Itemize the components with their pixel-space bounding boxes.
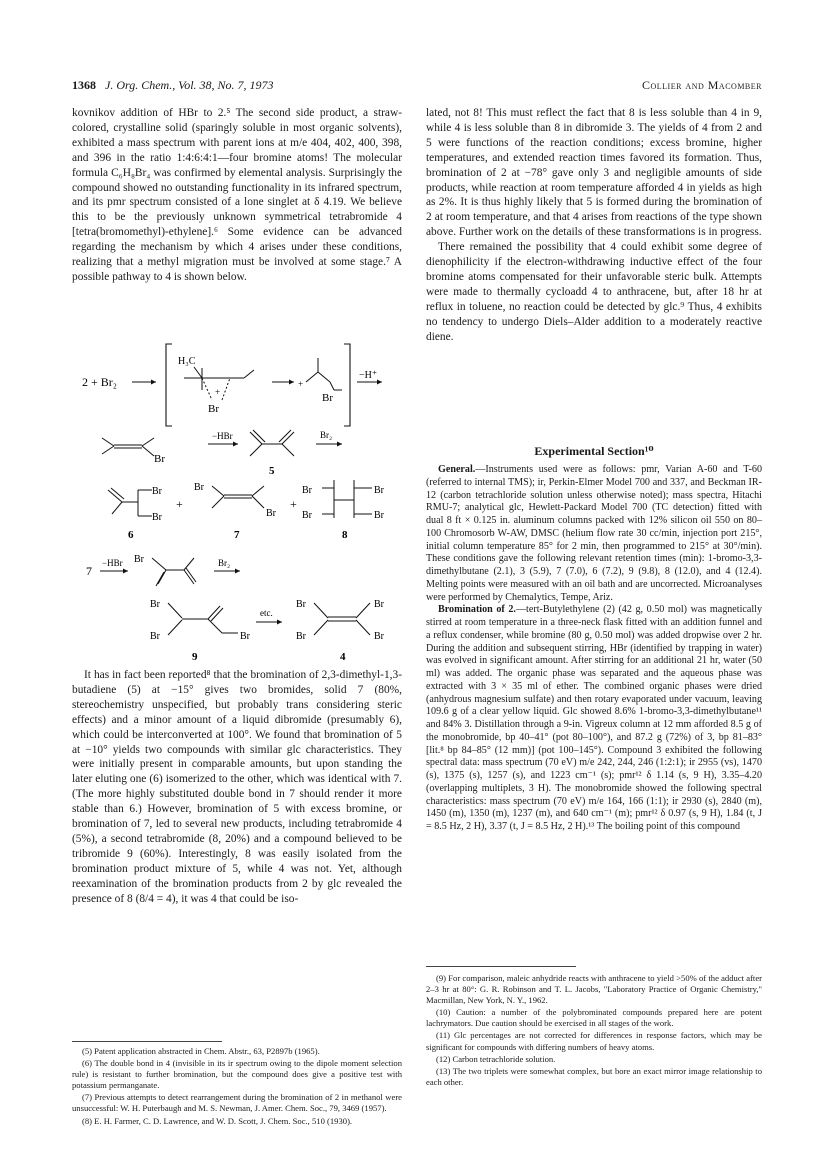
footnote: (5) Patent application abstracted in Chem. Abstr., 63, P2897b (1965). <box>82 1046 320 1056</box>
scheme-reactants: 2 + Br₂ <box>82 375 117 389</box>
right-column-top <box>426 106 762 345</box>
bond <box>202 378 212 400</box>
compound-label-6: 6 <box>128 529 134 541</box>
compound8-br-1: Br <box>302 485 312 496</box>
bond <box>279 430 291 442</box>
footnote: (7) Previous attempts to detect rearrangement during the bromination of 2 in methanol were unsuccessful: W. H. Puterbaugh and M. S. Newman, J. Amer. Chem. Soc., 79, 3469 (1957). <box>72 1092 402 1114</box>
footnote-rule <box>72 1041 222 1042</box>
compound-label-9: 9 <box>192 651 198 663</box>
methyl-label: H₃C <box>178 356 196 367</box>
compound-label-8: 8 <box>342 529 348 541</box>
compound7-br-right: Br <box>266 508 276 519</box>
compound6-br-bottom: Br <box>152 512 162 523</box>
cation-plus: + <box>298 379 304 389</box>
paragraph: It has in fact been reported⁸ that the bromination of 2,3-dimethyl-1,3-butadiene (5) at −15° gives two bromides, solid 7 (80%, stereochemistry unspecified, but probably trans considering steric effects) and a minor amount of a liquid dibromide (presumably 6), which could be interconverted at 100°. We found that bromination of 5 at −10° yields two compounds with similar glc characteristics. They were initially present in comparable amounts, but upon standing the later eluting one (6) isomerized to the other, which was identical with 7. (The more highly substituted double bond in 7 should render it more stable than 6.) However, bromination of 5 with excess bromine, or bromination of 7, led to several new products, including tetrabromide 4 (5%), a second tetrabromide (8, 20%) and a compound believed to be tribromide 9 (60%). Interestingly, 8 was easily isolated from the bromination product mixture of 5, while 4 was not. Yet, although reexamination of the bromination products from 2 by glc revealed the presence of 8 (8/4 = 4), it was 4 that could be iso- <box>72 669 402 905</box>
bond <box>158 570 166 584</box>
charge-plus: + <box>215 387 221 397</box>
loss-hbr-label: −HBr <box>212 431 233 441</box>
footnotes-right <box>426 973 762 1089</box>
bond <box>112 502 122 514</box>
bond <box>314 620 328 635</box>
compound4-br-3: Br <box>374 599 384 610</box>
compound4-br-2: Br <box>296 631 306 642</box>
journal-citation: J. Org. Chem., Vol. 38, No. 7, 1973 <box>105 78 274 92</box>
paragraph: There remained the possibility that 4 could exhibit some degree of dienophilicity if the electron-withdrawing inductive effect of the four bromine atoms compensated for their unfavorable steric bulk. Attempts were made to thermally cycloadd 4 to anthracene, but, after 18 hr at reflux in toluene, no reaction could be detected by glc.⁹ Thus, 4 exhibits no tendency to undergo Diels–Alder addition to a moderately reactive diene. <box>426 241 762 343</box>
bond <box>156 572 164 586</box>
left-column-top <box>72 106 402 285</box>
br2-label-2: Br₂ <box>218 558 231 568</box>
compound7-br-left: Br <box>194 482 204 493</box>
left-bracket <box>166 344 172 426</box>
compound8-br-2: Br <box>302 510 312 521</box>
bond <box>208 619 222 633</box>
paragraph-text: —tert-Butylethylene (2) (42 g, 0.50 mol) was magnetically stirred at room temperature in a three-neck flask fitted with an addition funnel and a reflux condenser, while bromine (80 g, 0.50 mol) was added dropwise over 2 hr. During the addition and subsequent stirring, HBr (identified by trapping in water) was evolved in significant amount. After stirring for an additional 21 hr, water (50 ml) was added. The organic phase was separated and the aqueous phase was extracted with 3 × 35 ml of ether. The combined organic phases were dried (anhydrous magnesium sulfate) and then rotary evaporated under vacuum, leaving 109.6 g of a clear yellow liquid. Glc showed 8.6% 1-bromo-3,3-dimethylbutane¹¹ and 84% 3. Distillation through a 9-in. Vigreux column at 12 mm afforded 8.5 g of the monobromide, bp 40–41° (pot 80–100°), and 87.2 g (72%) of 3, bp 81–83° [lit.⁸ bp 84–85° (12 mm)] (pot 100–145°). Compound 3 exhibited the following spectral data: mass spectrum (70 eV) m/e 242, 244, 246 (1:2:1); ir 2955 (vs), 1470 (s), 1375 (s), 1257 (s), and 1223 cm⁻¹ (s); pmr¹² δ 1.14 (s, 9 H), 3.35–4.20 (overlapping multiplets, 3 H). The monobromide showed the following spectral characteristics: mass spectrum (70 eV) m/e 164, 166 (1:1); ir 2930 (s), 2840 (m), 1450 (m), 1350 (m), 1237 (m), and 640 cm⁻¹ (m); pmr¹² δ 0.97 (s, 9 H), 1.84 (t, J = 8.5 Hz, 2 H), 3.37 (t, J = 8.5 Hz, 2 H).¹³ The boiling point of this compound <box>426 604 762 832</box>
arrowhead <box>235 569 240 574</box>
compound6-br-top: Br <box>152 486 162 497</box>
loss-h-label: −H⁺ <box>359 370 378 381</box>
arrowhead <box>337 442 342 447</box>
diene-br: Br <box>134 554 144 565</box>
bond <box>282 444 294 456</box>
run-in-heading: Bromination of 2. <box>438 604 516 616</box>
compound9-br-3: Br <box>240 631 250 642</box>
bond <box>184 558 194 570</box>
header-left <box>72 78 274 93</box>
experimental-text <box>426 464 762 834</box>
br2-label: Br₂ <box>320 430 333 440</box>
arrowhead <box>277 620 282 625</box>
bond <box>102 438 114 446</box>
plus-sign: + <box>290 497 297 511</box>
section-title: Experimental Section¹⁰ <box>534 444 654 458</box>
left-column-bottom <box>72 668 402 907</box>
footnotes-left <box>72 1046 402 1128</box>
arrowhead <box>377 380 382 385</box>
bond <box>142 446 154 456</box>
footnote-rule <box>426 966 576 967</box>
arrowhead <box>233 442 238 447</box>
paragraph-text: —Instruments used were as follows: pmr, Varian A-60 and T-60 (referred to internal TMS); ir, Perkin-Elmer Model 700 and 337, and Beckman IR-12 (carbon tetrachloride solution unless otherwise noted); mass spectra, Hitachi RMU-7; analytical glc, Hewlett-Packard Model 700 (TC detection) fitted with dual 8 ft × 0.125 in. aluminum columns packed with 12% silicon oil 550 on 80–100 Chromosorb W-AW, DMSC (helium flow rate 30 cc/min, injection port 215°, initial column temperature 85° for 2 min, then programmed to 215° at 30°/min). These conditions gave the following relevant retention times (min): 1-bromo-3,3-dimethylbutane (2.1), 3 (5.9), 7 (7.0), 6 (7.2), 9 (9.8), 8 (12.0), and 4 (12.4). Melting points were measured with an oil bath and are uncorrected. Microanalyses were performed by Chemalytics, Tempe, Ariz. <box>426 464 762 603</box>
loss-hbr-label-2: −HBr <box>102 558 123 568</box>
run-in-heading: General. <box>438 464 476 475</box>
paragraph: kovnikov addition of HBr to 2.⁵ The second side product, a straw-colored, crystalline solid (sparingly soluble in most organic solvents), exhibited a mass spectrum with parent ions at m/e 404, 402, 400, 398, and 396 in the ratio 1:4:6:4:1—four bromine atoms! The molecular formula C₆H₈Br₄ was confirmed by elemental analysis. Surprisingly the compound showed no outstanding functionality in its infrared spectrum, and its pmr spectrum consisted of a lone singlet at δ 4.19. We believe this to be the previously unknown symmetrical tetrabromide 4 [tetra(bromomethyl)-ethylene].⁶ Some evidence can be advanced regarding the mechanism by which 4 arises under these conditions, realizing that a methyl migration must be involved at some stage.⁷ A possible pathway to 4 is shown below. <box>72 107 402 283</box>
bond <box>252 496 264 508</box>
bond <box>212 486 224 496</box>
bond <box>250 444 262 456</box>
compound9-br-2: Br <box>150 631 160 642</box>
running-authors: Collier and Macomber <box>641 78 762 92</box>
bond <box>318 372 330 382</box>
compound8-br-4: Br <box>374 510 384 521</box>
bond <box>253 430 265 442</box>
bond <box>356 620 370 635</box>
etc-label: etc. <box>260 608 273 618</box>
bond <box>330 382 334 390</box>
footnote: (9) For comparison, maleic anhydride reacts with anthracene to yield >50% of the adduct after 2–3 hr at 80°: G. R. Robinson and T. L. Jacobs, "Laboratory Practice of Organic Chemistry," Macmillan, New York, N. Y., 1962. <box>426 973 762 1006</box>
footnote: (10) Caution: a number of the polybrominated compounds prepared here are potent lachrymators. Due caution should be exercised in all stages of the work. <box>426 1007 762 1029</box>
paragraph: lated, not 8! This must reflect the fact that 8 is less soluble than 4 in 9, while 4 is less soluble than 8 in dibromide 3. The yields of 4 from 2 and 5 were functions of the reaction conditions; excess bromine, higher temperatures, and extended reaction times favored its formation. Thus, bromination of 2 at −78° gave only 3 and negligible amounts of side products, while reaction at room temperature afforded 4 in yields as high as 2%. It is thus highly likely that 5 is formed during the bromination of 2 at room temperature, and that 4 arises from reactions of the type shown above. Further work on the details of these transformations is in progress. <box>426 107 762 239</box>
bond <box>102 446 114 454</box>
footnote: (13) The two triplets were somewhat complex, but bore an exact mirror image relationship to each other. <box>426 1065 762 1087</box>
bond <box>222 378 230 400</box>
bond <box>152 558 166 570</box>
reaction-scheme <box>72 340 402 665</box>
compound8-br-3: Br <box>374 485 384 496</box>
arrowhead <box>151 380 156 385</box>
paragraph-general <box>426 464 762 604</box>
paragraph-bromination <box>426 604 762 834</box>
bond <box>244 370 254 378</box>
arrowhead <box>289 380 294 385</box>
arrowhead <box>123 569 128 574</box>
compound-ref-7: 7 <box>86 564 92 578</box>
bond <box>282 432 294 444</box>
page-number: 1368 <box>72 78 96 92</box>
page-header <box>72 78 762 96</box>
right-bracket <box>344 344 350 426</box>
bond <box>142 438 154 446</box>
bond <box>194 367 202 378</box>
compound4-br-4: Br <box>374 631 384 642</box>
alkene-br: Br <box>154 453 165 465</box>
bond <box>356 603 370 618</box>
footnote: (6) The double bond in 4 (invisible in its ir spectrum owing to the dipole moment selection rule) is resistant to further bromination, but the compound does give a positive test with potassium permanganate. <box>72 1058 402 1091</box>
bond <box>250 432 262 444</box>
bond <box>252 486 264 496</box>
bond <box>306 372 318 382</box>
compound-label-5: 5 <box>269 465 275 477</box>
compound9-br-1: Br <box>150 599 160 610</box>
compound-label-7: 7 <box>234 529 240 541</box>
bond <box>111 488 124 499</box>
footnote: (12) Carbon tetrachloride solution. <box>436 1053 556 1064</box>
bond <box>168 620 182 635</box>
bond <box>168 603 182 618</box>
footnote: (11) Glc percentages are not corrected for differences in response factors, which may be significant for compounds with differing numbers of heavy atoms. <box>426 1030 762 1052</box>
bond <box>212 496 224 508</box>
bond <box>314 603 328 618</box>
cation-br: Br <box>322 392 333 404</box>
plus-sign: + <box>176 497 183 511</box>
compound4-br-1: Br <box>296 599 306 610</box>
compound-label-4: 4 <box>340 651 346 663</box>
footnote: (8) E. H. Farmer, C. D. Lawrence, and W. D. Scott, J. Chem. Soc., 510 (1930). <box>82 1115 353 1126</box>
bridge-br: Br <box>208 403 219 415</box>
